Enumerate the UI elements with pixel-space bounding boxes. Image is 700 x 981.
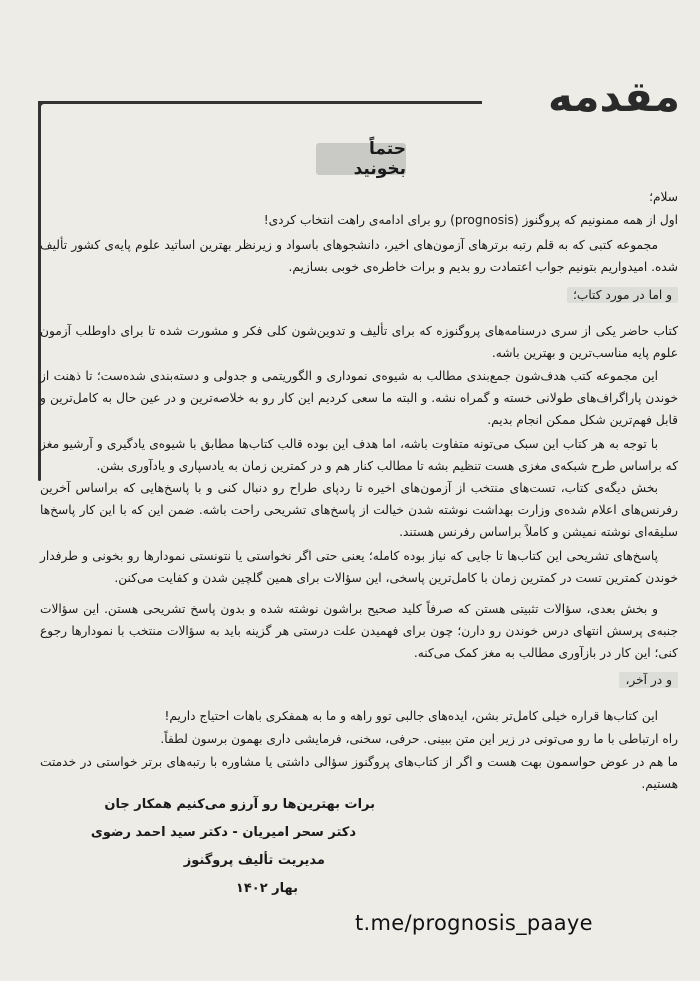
frame-corner bbox=[38, 101, 101, 110]
intro-paragraph-2: مجموعه کتبی که به قلم رتبه برترهای آزمون‌های اخیر، دانشجوهای باسواد و زیرنظر بهترین اساتید علوم پایه‌ی کشور تألیف شده. امیدواریم بتونیم جواب اعتمادت رو بدیم و برات خاطره‌ی خوبی بسازیم. bbox=[40, 238, 678, 274]
closing-line-3: ما هم در عوض حواسمون بهت هست و اگر از کتاب‌های پروگنوز سؤالی داشتی یا مشاوره با رتبه‌های برتر خواستی در خدمتت هستیم. bbox=[40, 755, 678, 791]
about-paragraph-3: با توجه به هر کتاب این سبک می‌تونه متفاوت باشه، اما هدف این بوده قالب کتاب‌ها مطابق با شیوه‌ی یادگیری و آرشیو مغز که براساس طرح شبکه‌ی مغزی هست تنظیم بشه تا مطالب کنار هم و در کمترین زمان به یادسپاری و یادآوری بشن. bbox=[40, 437, 678, 473]
must-read-badge: حتماً بخونید bbox=[316, 143, 406, 175]
greeting: سلام؛ bbox=[649, 190, 678, 204]
title-underline bbox=[38, 101, 482, 104]
telegram-channel-link[interactable]: t.me/prognosis_paaye bbox=[355, 911, 593, 935]
about-paragraph-6: و بخش بعدی، سؤالات تثبیتی هستن که صرفاً کلید صحیح براشون نوشته شده و بدون پاسخ تشریحی هستن. این سؤالات جنبه‌ی پرسش انتهای درس خوندن رو دارن؛ چون برای فهمیدن علت درستی هر گزینه باید به سؤالات منتخب با نمودارها رجوع کنی؛ این کار در بازآوری مطالب به مغز کمک می‌کنه. bbox=[40, 602, 678, 660]
signature-authors: دکتر سحر امیریان - دکتر سید احمد رضوی bbox=[90, 825, 356, 840]
about-paragraph-5: پاسخ‌های تشریحی این کتاب‌ها تا جایی که نیاز بوده کامله؛ یعنی حتی اگر نخواستی یا نتونستی نمودارها رو بخونی و طرفدار خوندن کمترین تست در کمترین زمان با کامل‌ترین پاسخی، این سؤالات برای همین گلچین شدن و کفایت می‌کنن. bbox=[40, 549, 678, 585]
signature-management: مدیریت تألیف پروگنوز bbox=[183, 853, 325, 868]
closing-heading: و در آخر، bbox=[619, 672, 678, 688]
about-book-heading: و اما در مورد کتاب؛ bbox=[567, 287, 678, 303]
page-title: مقدمه bbox=[548, 72, 680, 121]
signature-date: بهار ۱۴۰۲ bbox=[235, 881, 298, 896]
about-paragraph-4: بخش دیگه‌ی کتاب، تست‌های منتخب از آزمون‌های اخیره تا ردپای طراح رو دنبال کنی و با پاسخ‌هایی که براساس آخرین رفرنس‌های اعلام شده‌ی وزارت بهداشت نوشته شدن خیالت از پاسخ‌های تشریحی راحت باشه. ضمن این که با این کار پاسخ‌ها سلیقه‌ای نوشته نمیشن و کاملاً براساس رفرنس هستند. bbox=[40, 481, 678, 539]
signature-wish: برات بهترین‌ها رو آرزو می‌کنیم همکار جان bbox=[104, 797, 375, 812]
about-paragraph-1: کتاب حاضر یکی از سری درسنامه‌های پروگنوزه که برای تألیف و تدوین‌شون کلی فکر و مشورت شده تا برای داوطلب آزمون علوم پایه مناسب‌ترین و بهترین باشه. bbox=[40, 324, 678, 360]
intro-paragraph-1: اول از همه ممنونیم که پروگنوز (prognosis) رو برای ادامه‌ی راهت انتخاب کردی! bbox=[263, 213, 678, 227]
closing-line-1: این کتاب‌ها قراره خیلی کامل‌تر بشن، ایده‌های جالبی توو راهه و ما به همفکری باهات احتیاج داریم! bbox=[164, 709, 658, 723]
about-paragraph-2: این مجموعه کتب هدف‌شون جمع‌بندی مطالب به شیوه‌ی نموداری و الگوریتمی و جدولی و دسته‌بندی شده‌ست؛ تا ذهنت از خوندن پاراگراف‌های طولانی خسته و گمراه نشه. و البته ما سعی کردیم این کار رو به خلاصه‌ترین و در عین حال به کامل‌ترین و قابل فهم‌ترین شکل ممکن انجام بدیم. bbox=[40, 369, 678, 427]
closing-line-2: راه ارتباطی با ما رو می‌تونی در زیر این متن ببینی. حرفی، سخنی، فرمایشی داری بهمون برسون لطفاً. bbox=[160, 732, 678, 746]
